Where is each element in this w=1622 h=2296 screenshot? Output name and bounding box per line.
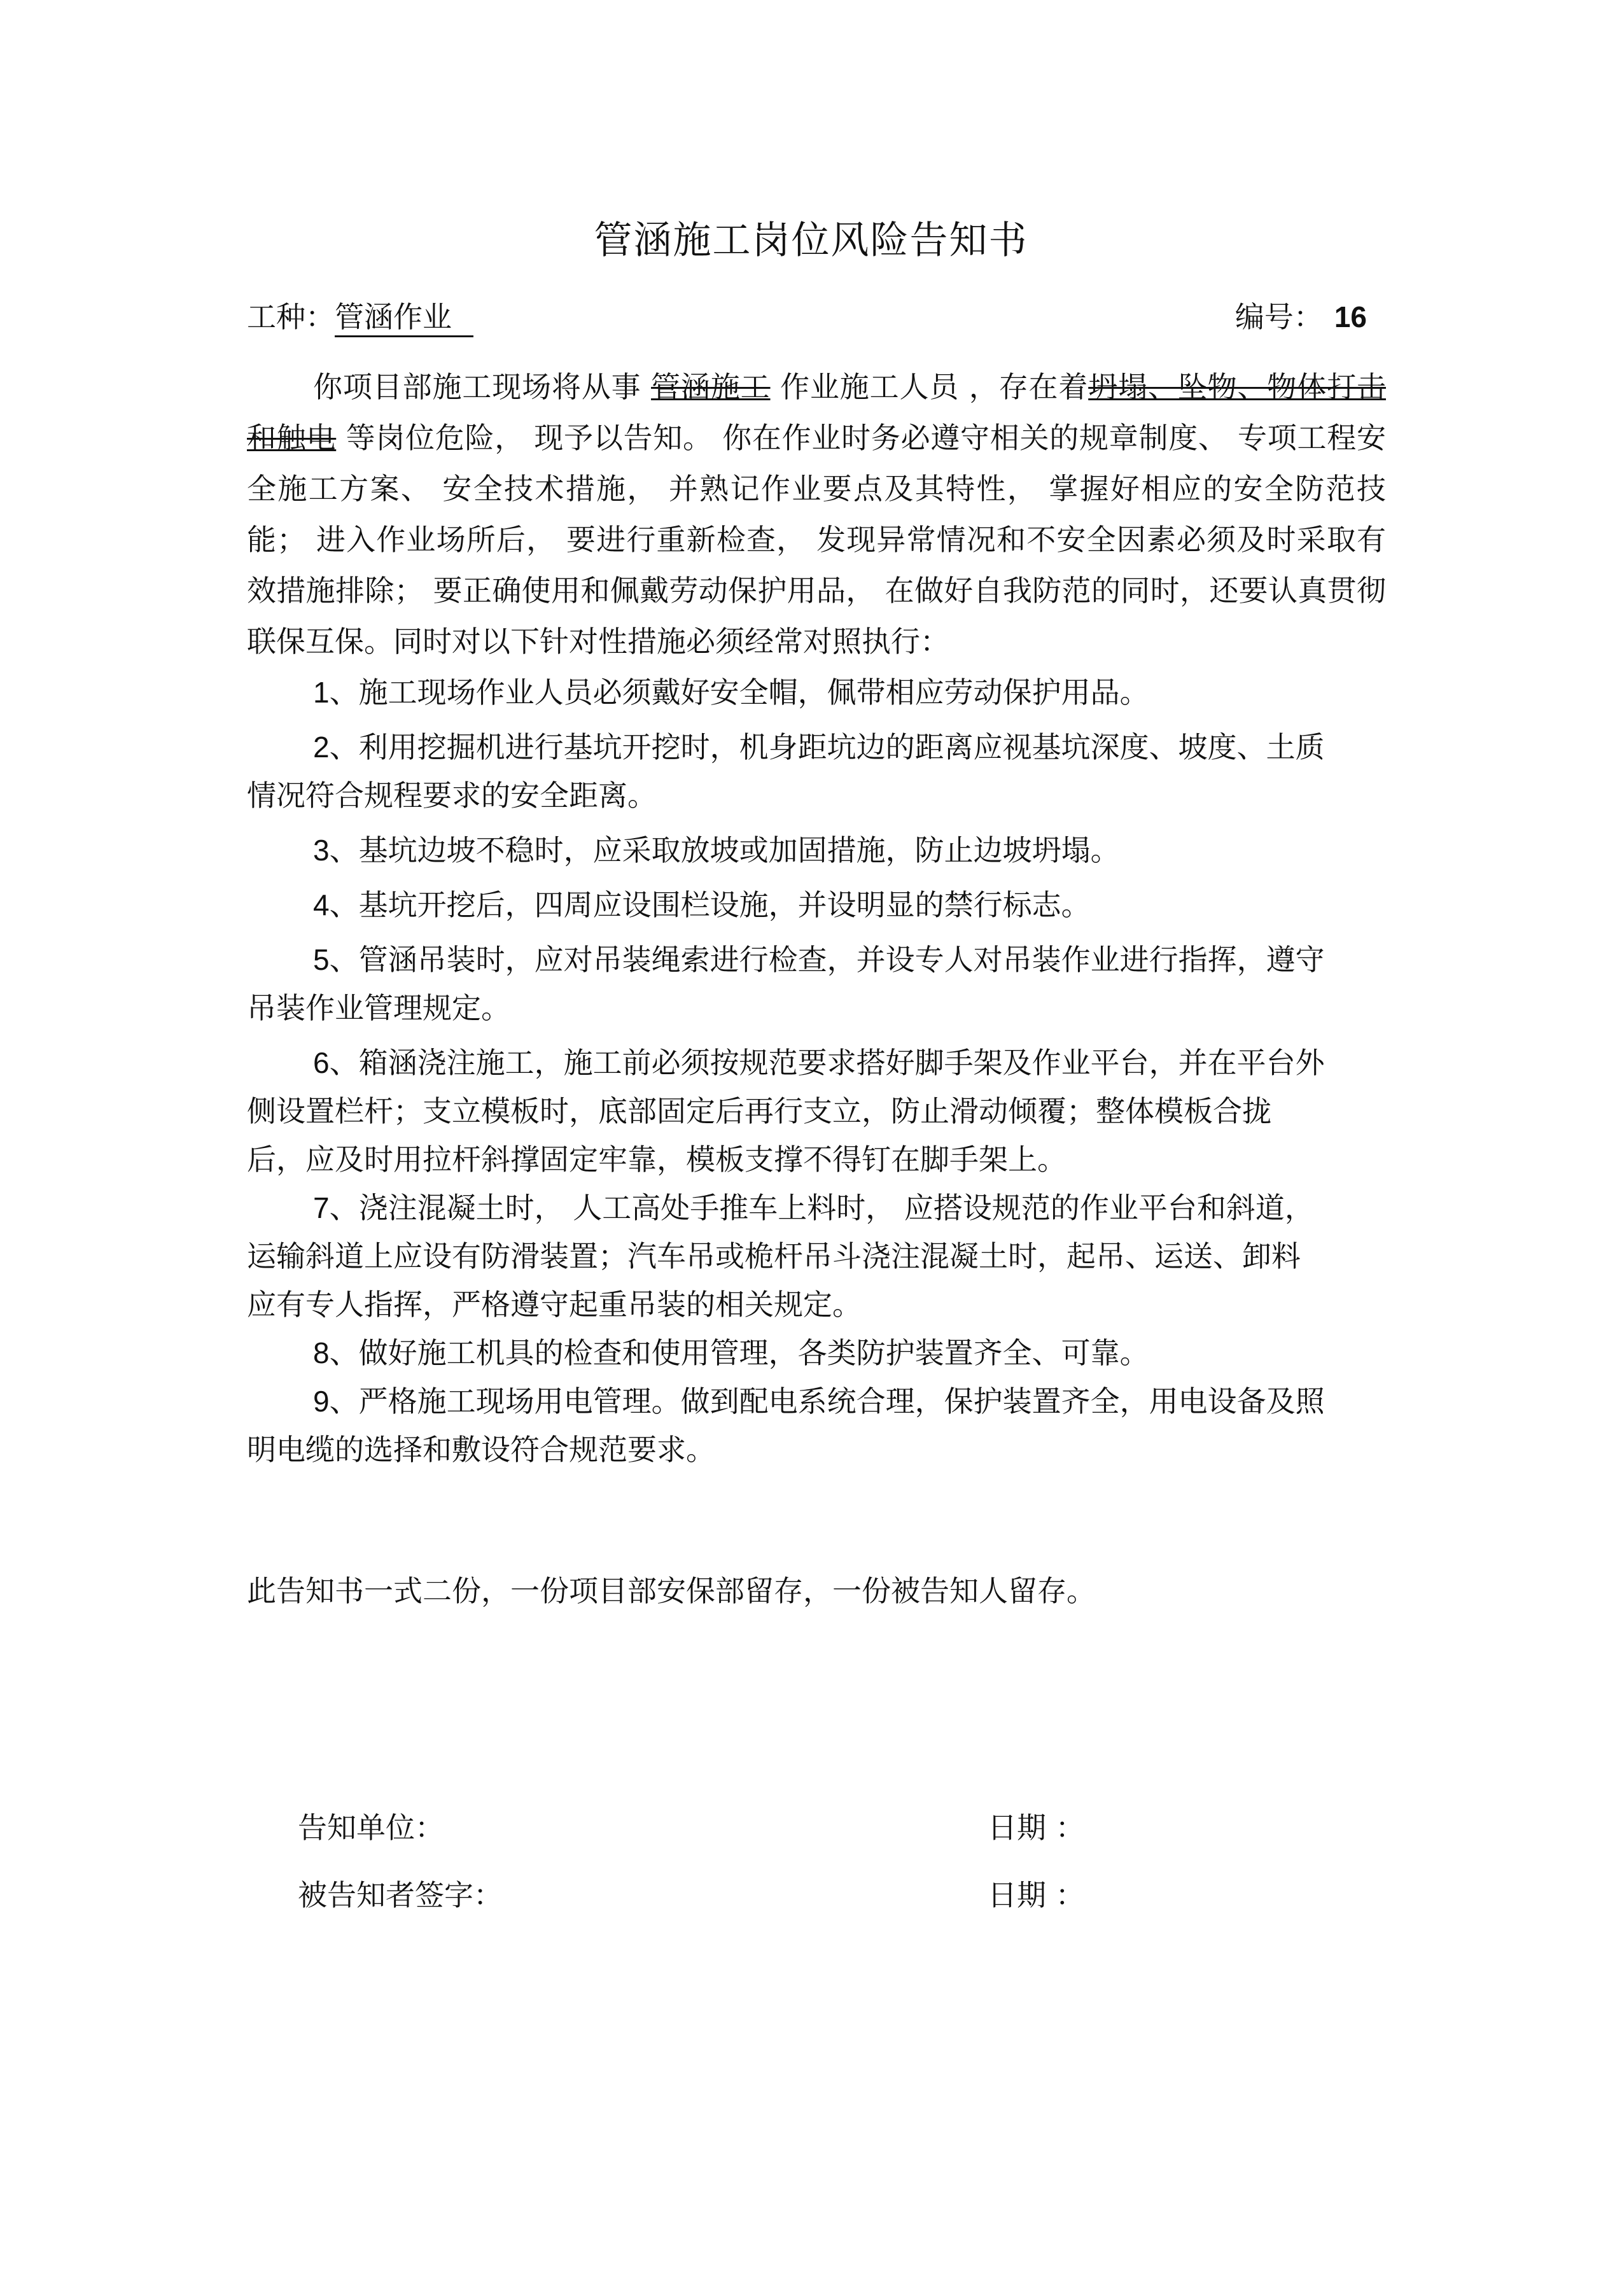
intro-part-2: 作业施工人员 ，存在着 — [770, 370, 1089, 404]
number-label: 编号： — [1234, 300, 1323, 334]
measure-number: 1 — [313, 676, 330, 709]
measure-number: 7 — [313, 1191, 330, 1224]
measure-item — [247, 1329, 1329, 1377]
measure-text: 、管涵吊装时，应对吊装绳索进行检查，并设专人对吊装作业进行指挥，遵守吊装作业管理规定。 — [247, 942, 1325, 1025]
measure-item — [247, 935, 1329, 1032]
closing-note: 此告知书一式二份，一份项目部安保部留存，一份被告知人留存。 — [247, 1574, 1096, 1608]
measure-item — [247, 1377, 1329, 1474]
job-type-value: 管涵作业 — [335, 298, 473, 337]
measure-text: 、利用挖掘机进行基坑开挖时，机身距坑边的距离应视基坑深度、坡度、土质情况符合规程要求的安全距离。 — [247, 730, 1325, 813]
measure-text: 、施工现场作业人员必须戴好安全帽，佩带相应劳动保护用品。 — [329, 675, 1149, 710]
intro-part-3: 等岗位危险， 现予以告知。 你在作业时务必遵守相关的规章制度、 专项工程安全施工方案、 安全技术措施， 并熟记作业要点及其特性， 掌握好相应的安全防范技能； 进入作业场所后， 要进行重新检查， 发现异常情况和不安全因素必须及时采取有效措施排除； 要正确使用和佩戴劳动保护用品， 在做好自我防范的同时，还要认真贯彻联保互保。同时对以下针对性措施必须经常对照执行： — [247, 421, 1386, 659]
measure-number: 4 — [313, 888, 330, 921]
measure-text: 、箱涵浇注施工，施工前必须按规范要求搭好脚手架及作业平台，并在平台外侧设置栏杆；支立模板时，底部固定后再行支立，防止滑动倾覆；整体模板合拢后，应及时用拉杆斜撑固定牢靠，模板支撑不得钉在脚手架上。 — [247, 1046, 1325, 1177]
document-title: 管涵施工岗位风险告知书 — [594, 218, 1028, 263]
intro-part-1: 你项目部施工现场将从事 — [313, 370, 652, 404]
measure-list — [247, 668, 1386, 1474]
intro-paragraph — [247, 361, 1386, 667]
measure-number: 2 — [313, 731, 330, 764]
measure-number: 8 — [313, 1336, 330, 1369]
date-label-1: 日期 ： — [988, 1810, 1085, 1845]
notifying-unit-label: 告知单位： — [298, 1810, 444, 1845]
measure-item — [247, 1184, 1329, 1329]
signer-label: 被告知者签字： — [298, 1878, 503, 1912]
document-number — [1235, 295, 1367, 339]
measure-text: 、严格施工现场用电管理。做到配电系统合理，保护装置齐全，用电设备及照明电缆的选择和敷设符合规范要求。 — [247, 1384, 1325, 1467]
measure-text: 、基坑开挖后，四周应设围栏设施，并设明显的禁行标志。 — [329, 888, 1091, 922]
measure-item — [247, 668, 1329, 717]
job-type — [247, 295, 473, 339]
date-label-2: 日期 ： — [988, 1878, 1085, 1912]
measure-item — [247, 826, 1329, 874]
measure-number: 9 — [313, 1385, 330, 1418]
measure-item — [247, 1039, 1329, 1184]
work-name: 管涵施工 — [651, 370, 771, 404]
number-value: 16 — [1334, 300, 1367, 333]
measure-text: 、基坑边坡不稳时，应采取放坡或加固措施，防止边坡坍塌。 — [329, 833, 1120, 867]
hazard-list: 坍塌、坠物、物体打击和触电 — [247, 370, 1387, 455]
measure-item — [247, 723, 1329, 820]
measure-number: 3 — [313, 834, 330, 867]
measure-text: 、做好施工机具的检查和使用管理，各类防护装置齐全、可靠。 — [329, 1336, 1149, 1370]
measure-number: 5 — [313, 943, 330, 976]
meta-row — [247, 295, 1380, 339]
measure-text: 、浇注混凝土时， 人工高处手推车上料时， 应搭设规范的作业平台和斜道，运输斜道上应设有防滑装置；汽车吊或桅杆吊斗浇注混凝土时，起吊、运送、卸料应有专人指挥，严格遵守起重吊装的相关规定。 — [247, 1191, 1314, 1322]
job-type-label: 工种： — [247, 300, 335, 334]
measure-item — [247, 881, 1329, 929]
measure-number: 6 — [313, 1046, 330, 1079]
